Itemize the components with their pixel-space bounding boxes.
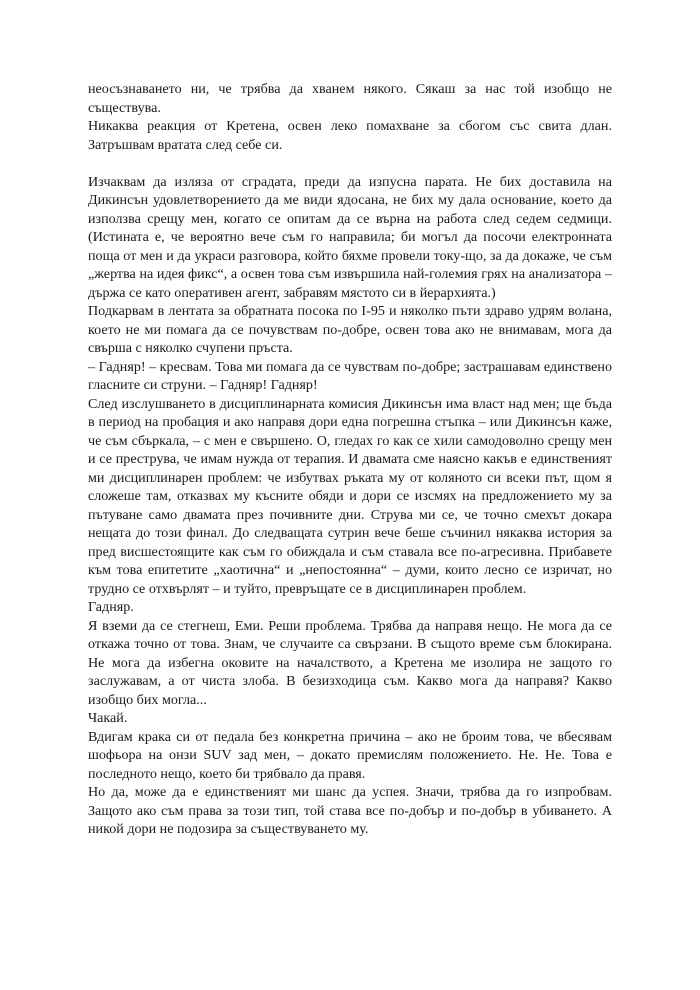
paragraph: – Гадняр! – кресвам. Това ми помага да се чувствам по-добре; застрашавам единствено гласните си струни. – Гадняр! Гадняр!: [88, 358, 612, 393]
paragraph: След изслушването в дисциплинарната комисия Дикинсън има власт над мен; ще бъда в период на пробация и ако направя дори една погрешна стъпка – или Дикинсън каже, че съм сбъркала, – с мен е свършено. О, гледах го как се хили самодоволно срещу мен и се преструва, че имам нужда от терапия. И двамата сме наясно какъв е единственият ми дисциплинарен проблем: че избутвах ръката му от коляното си всеки път, щом я сложеше там, отказвах му късните обяди и дори се изсмях на предложението му за пътуване само двамата през почивните дни. Струва ми се, че точно смехът докара нещата до този финал. До следващата сутрин вече беше съчинил някаква история за пред висшестоящите как съм го обиждала и съм ставала все по-агресивна. Прибавете към това епитетите „хаотична“ и „непостоянна“ – думи, които лесно се изричат, но трудно се отхвърлят – и туйто, превръщате се в дисциплинарен проблем.: [88, 395, 612, 597]
paragraph: Изчаквам да изляза от сградата, преди да изпусна парата. Не бих доставила на Дикинсън удовлетворението да ме види ядосана, не бих му дала основание, което да използва срещу мен, когато се опитам да се върна на работа след седем седмици. (Истината е, че вероятно вече съм го направила; би могъл да посочи електронната поща от мен и да украси разговора, който бяхме провели току-що, за да докаже, че съм „жертва на идея фикс“, а освен това съм извършила най-големия грях на анализатора – държа се като оперативен агент, забравям мястото си в йерархията.): [88, 173, 612, 301]
paragraph: неосъзнаването ни, че трябва да хванем някого. Сякаш за нас той изобщо не съществува.: [88, 81, 612, 116]
paragraph: Подкарвам в лентата за обратната посока по I-95 и няколко пъти здраво удрям волана, което не ми помага да се почувствам по-добре, освен това ако не внимавам, мога да свърша с няколко счупени пръста.: [88, 303, 612, 356]
paragraph: Чакай.: [88, 710, 128, 726]
paragraph: Но да, може да е единственият ми шанс да успея. Значи, трябва да го изпробвам. Защото ако съм права за този тип, той става все по-добър и по-добър в убиването. А никой дори не подозира за съществуването му.: [88, 784, 612, 837]
paragraph: Никаква реакция от Кретена, освен леко помахване за сбогом със свита длан. Затръшвам вратата след себе си.: [88, 118, 612, 153]
paragraph: Я вземи да се стегнеш, Еми. Реши проблема. Трябва да направя нещо. Не мога да се откажа точно от това. Знам, че случаите са свързани. В същото време съм блокирана. Не мога да избегна оковите на началството, а Кретена ме изолира не защото го заслужавам, а от чиста злоба. В безизходица съм. Какво мога да направя? Какво изобщо бих могла...: [88, 617, 612, 708]
body-text: [88, 80, 612, 839]
paragraph: Гадняр.: [88, 599, 134, 615]
paragraph: Вдигам крака си от педала без конкретна причина – ако не броим това, че вбесявам шофьора на онзи SUV зад мен, – докато премислям положението. Не. Не. Това е последното нещо, което би трябвало да правя.: [88, 728, 612, 782]
